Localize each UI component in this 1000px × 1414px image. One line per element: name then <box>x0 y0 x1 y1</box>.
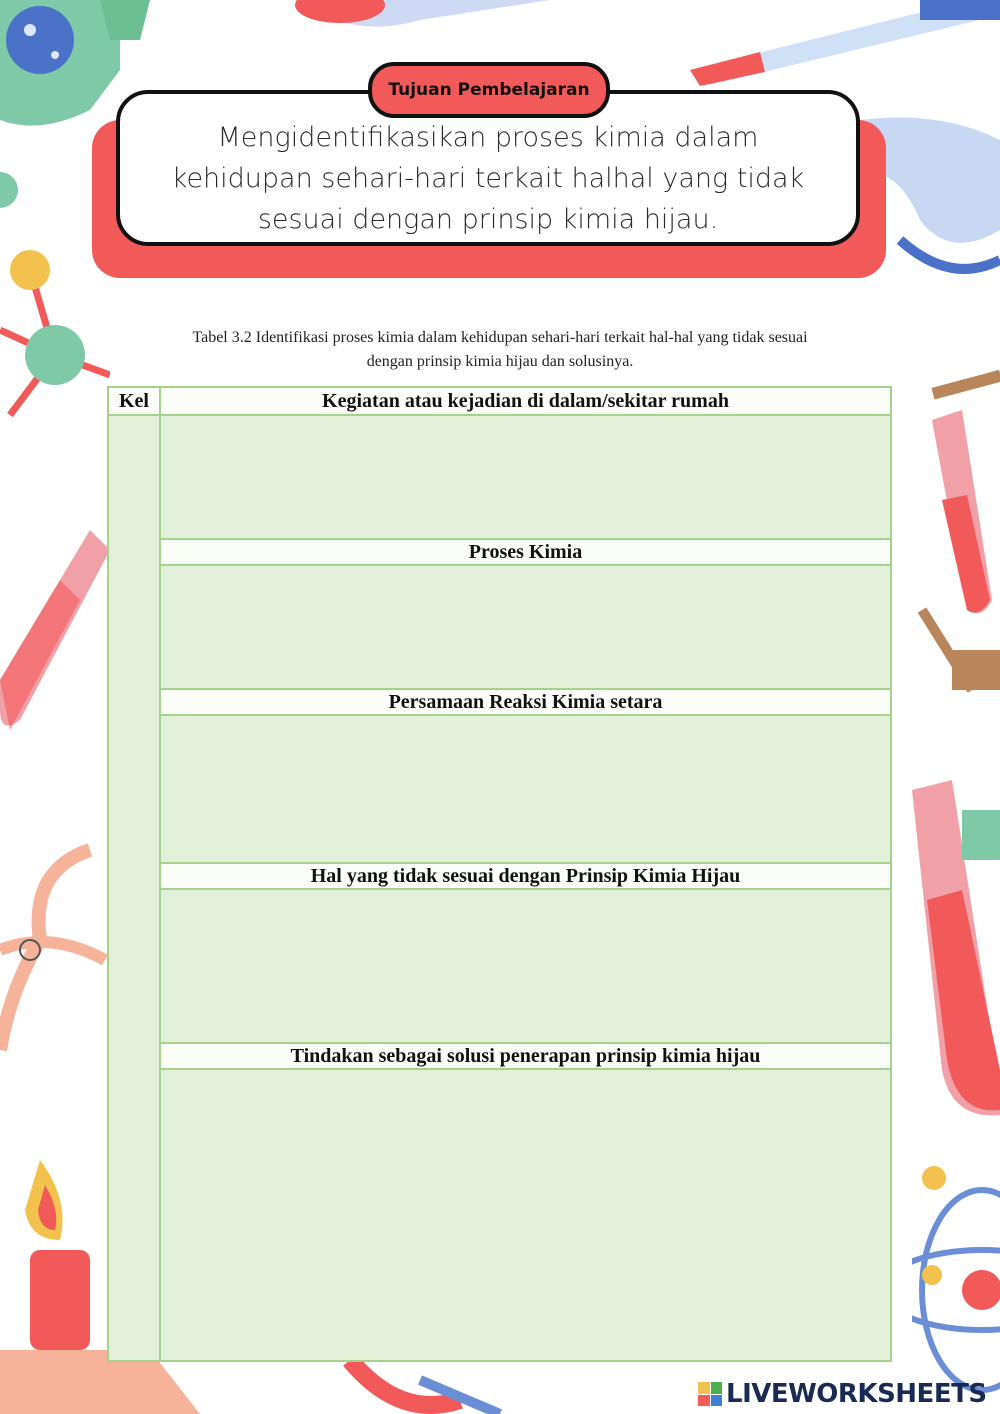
tongs-decoration <box>0 830 110 1060</box>
section-header-solution: Tindakan sebagai solusi penerapan prinsip kimia hijau <box>161 1042 890 1070</box>
table-caption <box>110 326 890 374</box>
liveworksheets-logo-icon <box>698 1382 722 1406</box>
liveworksheets-watermark <box>698 1378 987 1410</box>
objective-text: Mengidentifikasikan proses kimia dalam kehidupan sehari-hari terkait halhal yang tidak sesuai dengan prinsip kimia hijau. <box>171 121 805 235</box>
objective-tag: Tujuan Pembelajaran <box>368 62 610 118</box>
table-caption-line-2: dengan prinsip kimia hijau dan solusinya. <box>366 353 634 370</box>
table-caption-line-1: Tabel 3.2 Identifikasi proses kimia dalam kehidupan sehari-hari terkait hal-hal yang tidak sesuai <box>192 329 808 346</box>
tube-rack-decoration <box>912 360 1000 700</box>
section-header-chemical-process: Proses Kimia <box>161 538 890 566</box>
section-header-nonconformity: Hal yang tidak sesuai dengan Prinsip Kimia Hijau <box>161 862 890 890</box>
worksheet-table <box>107 386 892 1362</box>
kel-column[interactable] <box>109 388 161 1360</box>
test-tube-decoration <box>0 520 110 740</box>
top-glassware-decoration <box>290 0 560 60</box>
bottom-glassware-decoration <box>300 1360 700 1414</box>
pipette-decoration <box>670 0 1000 90</box>
watermark-text: LIVEWORKSHEETS <box>726 1379 987 1409</box>
answer-cell-nonconformity[interactable] <box>161 890 890 1042</box>
section-header-reaction-equation: Persamaan Reaksi Kimia setara <box>161 688 890 716</box>
kel-header: Kel <box>109 388 161 416</box>
section-header-activity: Kegiatan atau kejadian di dalam/sekitar rumah <box>161 388 890 416</box>
answer-cell-activity[interactable] <box>161 416 890 538</box>
answer-cell-solution[interactable] <box>161 1070 890 1360</box>
answer-cell-chemical-process[interactable] <box>161 566 890 688</box>
atom-decoration <box>912 1150 1000 1400</box>
answer-cell-reaction-equation[interactable] <box>161 716 890 862</box>
beaker-decoration <box>912 770 1000 1120</box>
